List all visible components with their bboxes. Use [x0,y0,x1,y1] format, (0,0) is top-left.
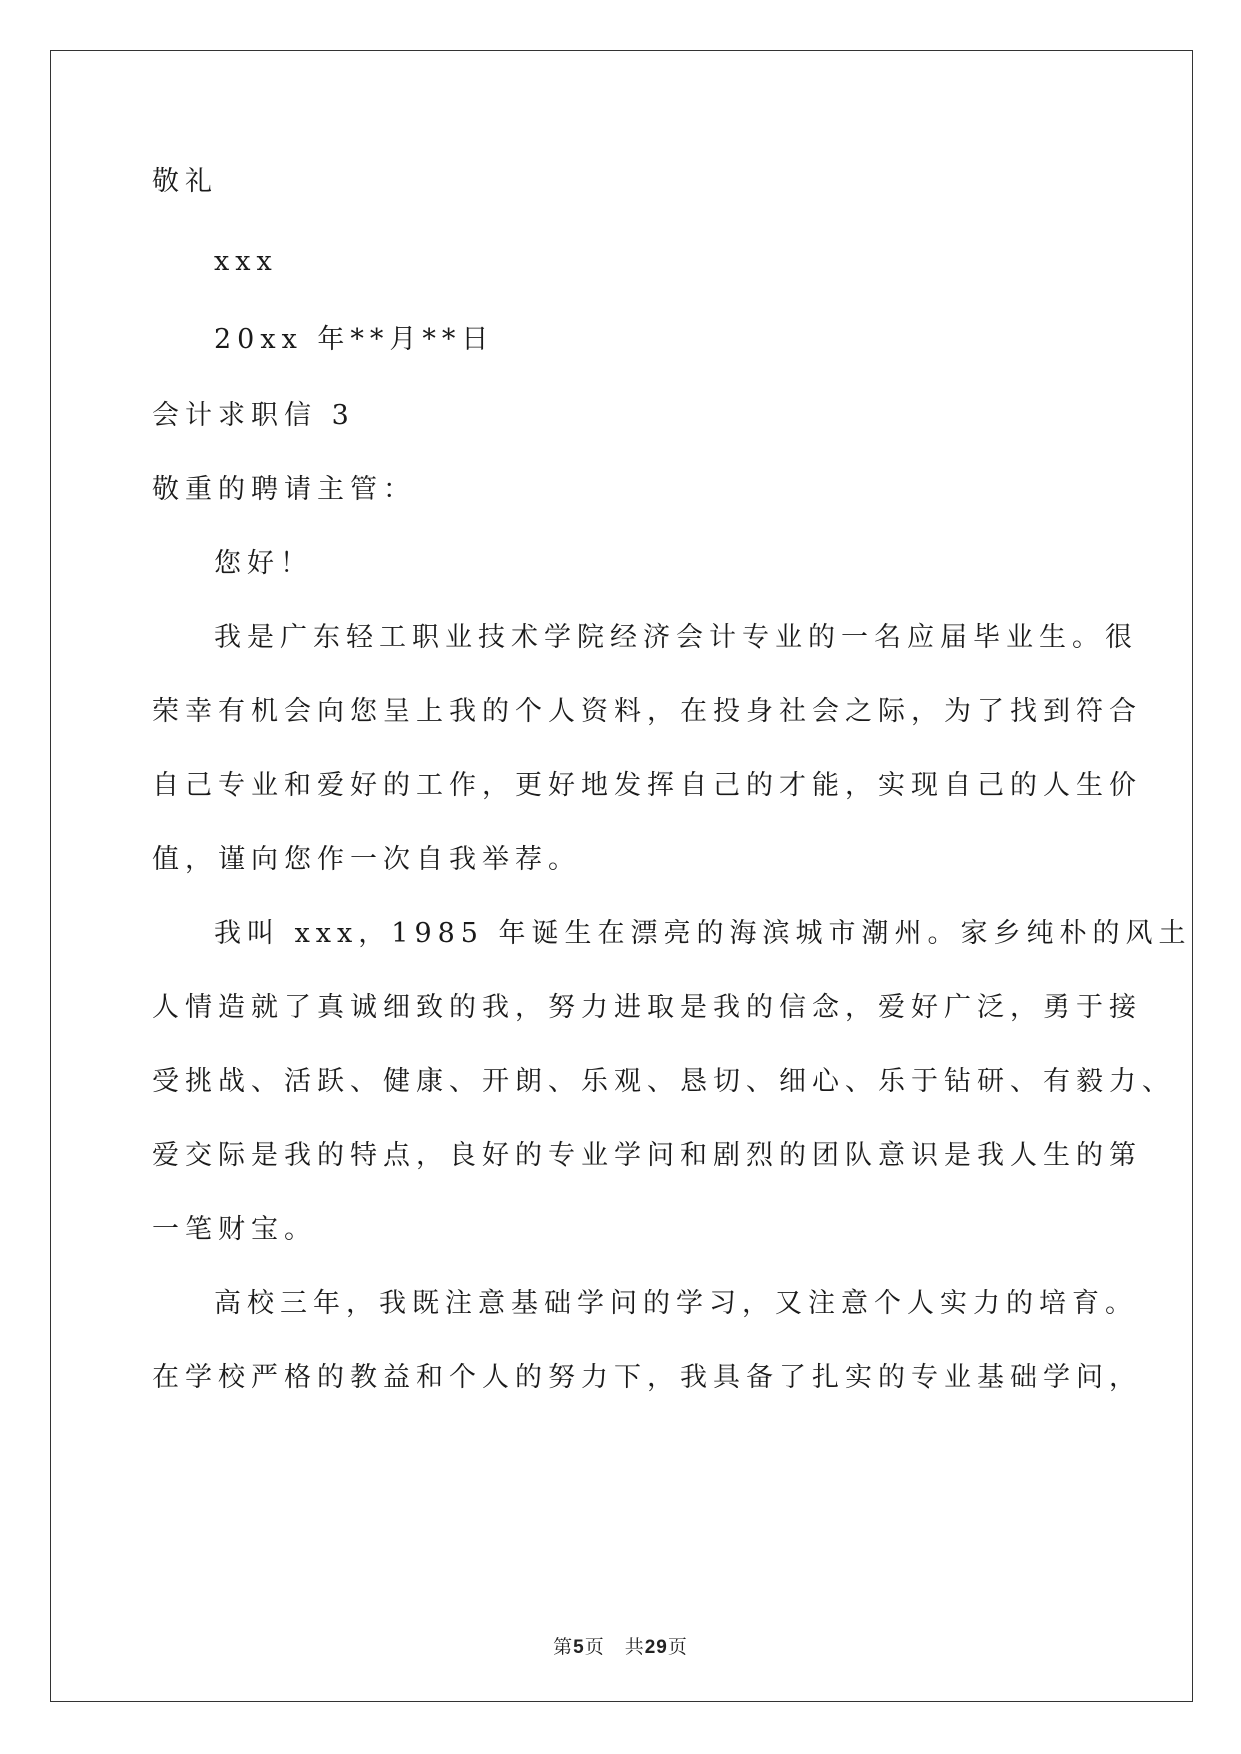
footer-page-total: 29 [644,1637,668,1658]
paragraph-line: 自己专业和爱好的工作，更好地发挥自己的才能，实现自己的人生价 [152,770,1142,801]
paragraph-line: 在学校严格的教益和个人的努力下，我具备了扎实的专业基础学问， [152,1362,1142,1393]
paragraph-line: 人情造就了真诚细致的我，努力进取是我的信念，爱好广泛，勇于接 [152,992,1142,1023]
paragraph-line: 受挑战、活跃、健康、开朗、乐观、恳切、细心、乐于钻研、有毅力、 [152,1066,1175,1097]
section-heading: 会计求职信 3 [152,400,355,431]
closing-salutation: 敬礼 [152,166,218,197]
footer-page-current: 5 [573,1637,585,1658]
page-footer [0,1632,1241,1659]
date-line: 20xx 年**月**日 [214,324,495,355]
paragraph-line: 我是广东轻工职业技术学院经济会计专业的一名应届毕业生。很 [214,622,1138,653]
paragraph-line: 一笔财宝。 [152,1214,317,1245]
hello-line: 您好！ [214,548,313,579]
greeting: 敬重的聘请主管： [152,474,416,505]
footer-page-mid: 页 [584,1637,605,1658]
footer-total-suffix: 页 [667,1637,688,1658]
signature: xxx [214,246,278,277]
paragraph-line: 荣幸有机会向您呈上我的个人资料，在投身社会之际，为了找到符合 [152,696,1142,727]
paragraph-line: 高校三年，我既注意基础学问的学习，又注意个人实力的培育。 [214,1288,1138,1319]
paragraph-line: 值，谨向您作一次自我举荐。 [152,844,581,875]
paragraph-line: 爱交际是我的特点，良好的专业学问和剧烈的团队意识是我人生的第 [152,1140,1142,1171]
page-border [50,50,1193,1702]
footer-total-prefix: 共 [624,1637,645,1658]
footer-page-prefix: 第 [553,1637,574,1658]
paragraph-line: 我叫 xxx，1985 年诞生在漂亮的海滨城市潮州。家乡纯朴的风土 [214,918,1192,949]
